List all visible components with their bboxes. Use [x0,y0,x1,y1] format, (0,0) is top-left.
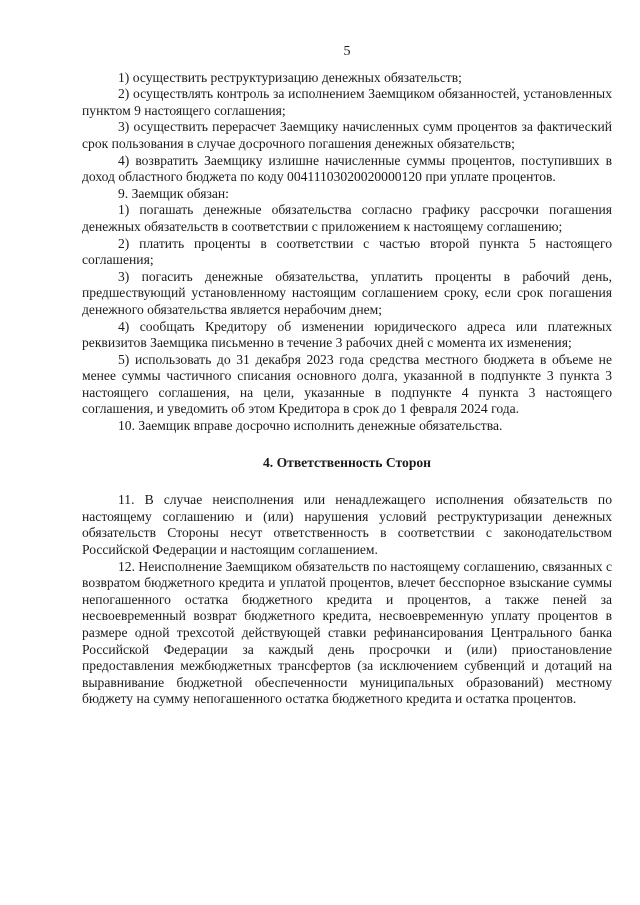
paragraph-8-4: 4) возвратить Заемщику излишне начисленные суммы процентов, поступивших в доход областного бюджета по коду 00411103020020000120 при уплате процентов. [82,152,612,185]
paragraph-9-4: 4) сообщать Кредитору об изменении юридического адреса или платежных реквизитов Заемщика письменно в течение 3 рабочих дней с момента их изменения; [82,318,612,351]
paragraph-9-2: 2) платить проценты в соответствии с частью второй пункта 5 настоящего соглашения; [82,235,612,268]
paragraph-9-heading: 9. Заемщик обязан: [118,185,229,201]
paragraph-9-5: 5) использовать до 31 декабря 2023 года средства местного бюджета в объеме не менее суммы частичного списания основного долга, указанной в подпункте 3 пункта 3 настоящего соглашения, на цели, указанные в подпункте 4 пункта 3 настоящего соглашения, и уведомить об этом Кредитора в срок до 1 февраля 2024 года. [82,351,612,417]
paragraph-9-1: 1) погашать денежные обязательства согласно графику рассрочки погашения денежных обязательств в соответствии с приложением к настоящему соглашению; [82,202,612,234]
section-title: 4. Ответственность Сторон [262,454,432,470]
paragraph-11: 11. В случае неисполнения или ненадлежащего исполнения обязательств по настоящему соглашению и (или) нарушения условий реструктуризации денежных обязательств Стороны несут ответственность в соответствии с законодательством Российской Федерации и настоящим соглашением. [82,492,612,558]
paragraph-12: 12. Неисполнение Заемщиком обязательств по настоящему соглашению, связанных с возвратом бюджетного кредита и уплатой процентов, влечет бесспорное взыскание суммы непогашенного остатка бюджетного кредита и процентов, а также пеней за несвоевременный возврат бюджетного кредита, несвоевременную уплату процентов в размере одной трехсотой действующей ставки рефинансирования Центрального банка Российской Федерации за каждый день просрочки и (или) приостановление предоставления межбюджетных трансфертов (за исключением субвенций и дотаций на выравнивание бюджетной обеспеченности муниципальных образований) местному бюджету на сумму непогашенного остатка бюджетного кредита и остатка процентов. [82,558,612,707]
paragraph-8-1: 1) осуществить реструктуризацию денежных обязательств; [118,69,462,85]
page-number: 5 [343,44,351,59]
document-page [82,44,612,708]
paragraph-10: 10. Заемщик вправе досрочно исполнить денежные обязательства. [118,418,503,434]
paragraph-8-2: 2) осуществлять контроль за исполнением Заемщиком обязанностей, установленных пунктом 9 настоящего соглашения; [82,86,612,118]
paragraph-8-3: 3) осуществить перерасчет Заемщику начисленных сумм процентов за фактический срок пользования в случае досрочного погашения денежных обязательств; [82,119,612,151]
paragraph-9-3: 3) погасить денежные обязательства, уплатить проценты в рабочий день, предшествующий установленному настоящим соглашением сроку, если срок погашения денежного обязательства является нерабочим днем; [82,268,612,317]
